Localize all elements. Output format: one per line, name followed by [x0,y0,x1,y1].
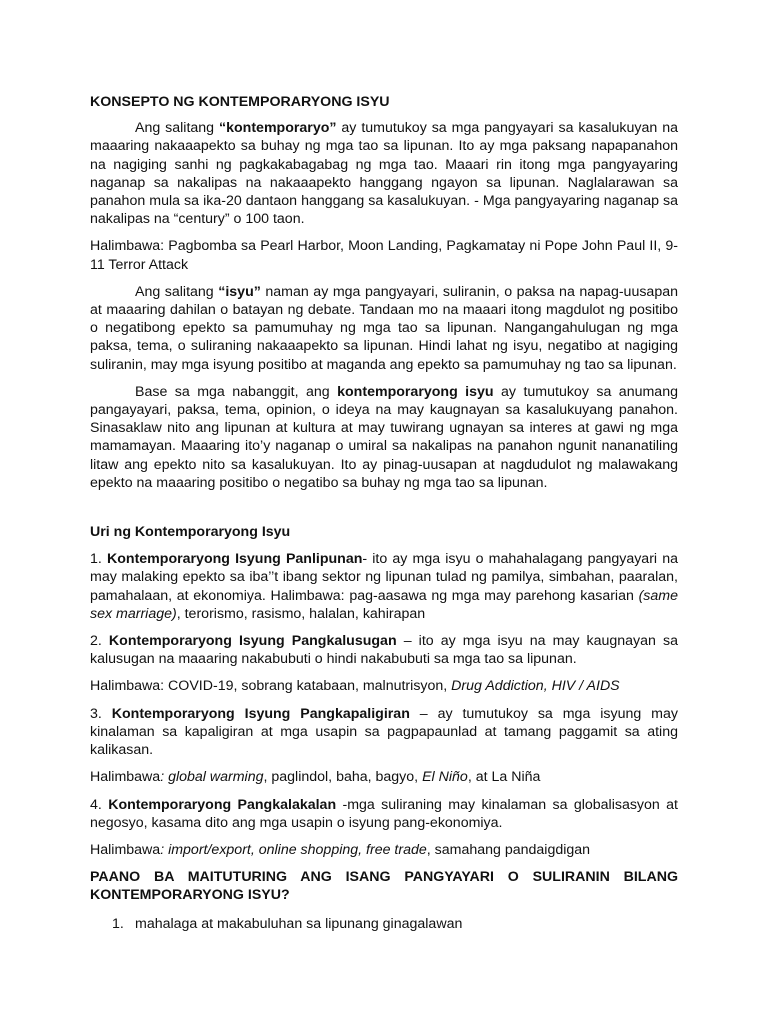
text: -mga suliraning may kinalaman sa globalisasyon at negosyo, kasama dito ang mga usapin o isyung pang-ekonomiya. [90,796,679,831]
text: Halimbawa: COVID-19, sobrang katabaan, malnutrisyon, [90,678,452,695]
spacer [90,501,678,523]
text: , paglindol, baha, bagyo, [263,769,423,786]
text: , at La Niña [467,769,541,786]
text: Ang salitang [135,283,219,300]
text: - ito ay mga isyu o mahahalagang pangyayari na may malaking epekto sa iba’’t ibang sektor ng lipunan tulad ng pamilya, simbahan, paaralan, pamahalaan, at ekonomiya. Halimbawa: pag-aasawa ng mga may parehong kasarian [90,551,678,604]
halimbawa-4 [90,841,678,859]
italic-term: : import/export, online shopping, free trade [160,841,427,858]
bold-term: “kontemporaryo” [219,120,337,137]
question-heading-line-1: PAANO BA MAITUTURING ANG ISANG PANGYAYARI O SULIRANIN BILANG [90,869,678,886]
item-number: 2. [90,633,109,650]
paragraph-kontemporaryong-isyu [90,383,678,492]
section-heading-uri: Uri ng Kontemporaryong Isyu [90,524,291,541]
document-title: KONSEPTO NG KONTEMPORARYONG ISYU [90,94,390,110]
item-number: 4. [90,796,109,813]
paragraph-kontemporaryo [90,119,678,228]
bold-term: kontemporaryong isyu [337,383,494,400]
item-number: 1. [112,915,124,932]
bold-term: Kontemporaryong Pangkalakalan [108,796,337,813]
uri-item-1 [90,550,678,623]
halimbawa-2 [90,677,678,695]
uri-item-2 [90,632,678,668]
uri-item-4 [90,796,678,832]
text: Ang salitang [135,120,220,137]
text: Halimbawa [90,841,161,858]
text: naman ay mga pangyayari, suliranin, o paksa na napag-uusapan at maaaring dahilan o batayan ng debate. Tandaan mo na maaari itong magdulot ng positibo o negatibong epekto sa pamumuhay ng mga tao sa lipunan. Nangangahulugan ng mga paksa, tema, o suliraning nakaaapekto sa lipunan. Hindi lahat ng isyu, negatibo at nagiging suliranin, may mga isyung positibo at maganda ang epekto sa pamumuhay ng tao sa lipunan. [90,283,678,373]
criteria-list [90,915,678,933]
italic-term: Drug Addiction, HIV / AIDS [451,678,620,695]
italic-term: El Niño [422,769,468,786]
halimbawa-3 [90,768,678,786]
text: Base sa mga nabanggit, ang [135,383,338,400]
uri-item-3 [90,705,678,760]
text: – ito ay mga isyu na may kaugnayan sa kalusugan na maaaring nakabubuti o hindi nakabubuti sa mga tao sa lipunan. [90,633,678,668]
text: Halimbawa [90,769,161,786]
text: ay tumutukoy sa mga pangyayari sa kasalukuyan na maaaring nakaaapekto sa buhay ng mga tao sa lipunan. Ito ay mga paksang napapanahon na nagiging sanhi ng pagkakabagabag ng mga tao. Maaari rin itong mga pangyayaring naganap sa nakalipas na nakaaapekto hanggang ngayon sa lipunan. Naglalarawan sa panahon mula sa ika-20 dantaon hanggang sa kasalukuyan. - Mga pangyayaring naganap sa nakalipas na “century” o 100 taon. [90,120,679,228]
bold-term: Kontemporaryong Isyung Pangkapaligiran [111,705,410,722]
bold-term: Kontemporaryong Isyung Pangkalusugan [108,633,397,650]
text: , samahang pandaigdigan [426,841,591,858]
bold-term: “isyu” [218,283,261,300]
italic-term: : global warming [160,769,264,786]
text: , terorismo, rasismo, halalan, kahirapan [176,605,426,622]
list-item [90,915,678,933]
paragraph-isyu [90,283,678,374]
item-number: 3. [90,705,112,722]
criteria-text: mahalaga at makabuluhan sa lipunang ginagalawan [135,915,463,932]
paragraph-halimbawa-1: Halimbawa: Pagbomba sa Pearl Harbor, Moon Landing, Pagkamatay ni Pope John Paul II, 9-11 Terror Attack [90,238,678,273]
question-heading-line-2: KONTEMPORARYONG ISYU? [90,887,290,904]
bold-term: Kontemporaryong Isyung Panlipunan [106,551,363,568]
italic-term: (same sex marriage) [90,587,678,622]
text: – ay tumutukoy sa mga isyung may kinalaman sa kapaligiran at mga usapin sa pagpapaunlad at tamang paggamit sa ating kalikasan. [90,705,678,759]
text: ay tumutukoy sa anumang pangayayari, paksa, tema, opinion, o ideya na may kaugnayan sa kasalukuyang panahon. Sinasaklaw nito ang lipunan at kultura at may tuwirang ugnayan sa interes at gawi ng mga mamamayan. Maaaring ito’y naganap o umiral sa nakalipas na panahon ngunit nananatiling litaw ang epekto nito sa kasalukuyan. Ito ay pinag-uusapan at nagdudulot ng malawakang epekto na maaaring positibo o negatibo sa buhay ng mga tao sa lipunan. [90,383,678,491]
item-number: 1. [90,551,107,568]
